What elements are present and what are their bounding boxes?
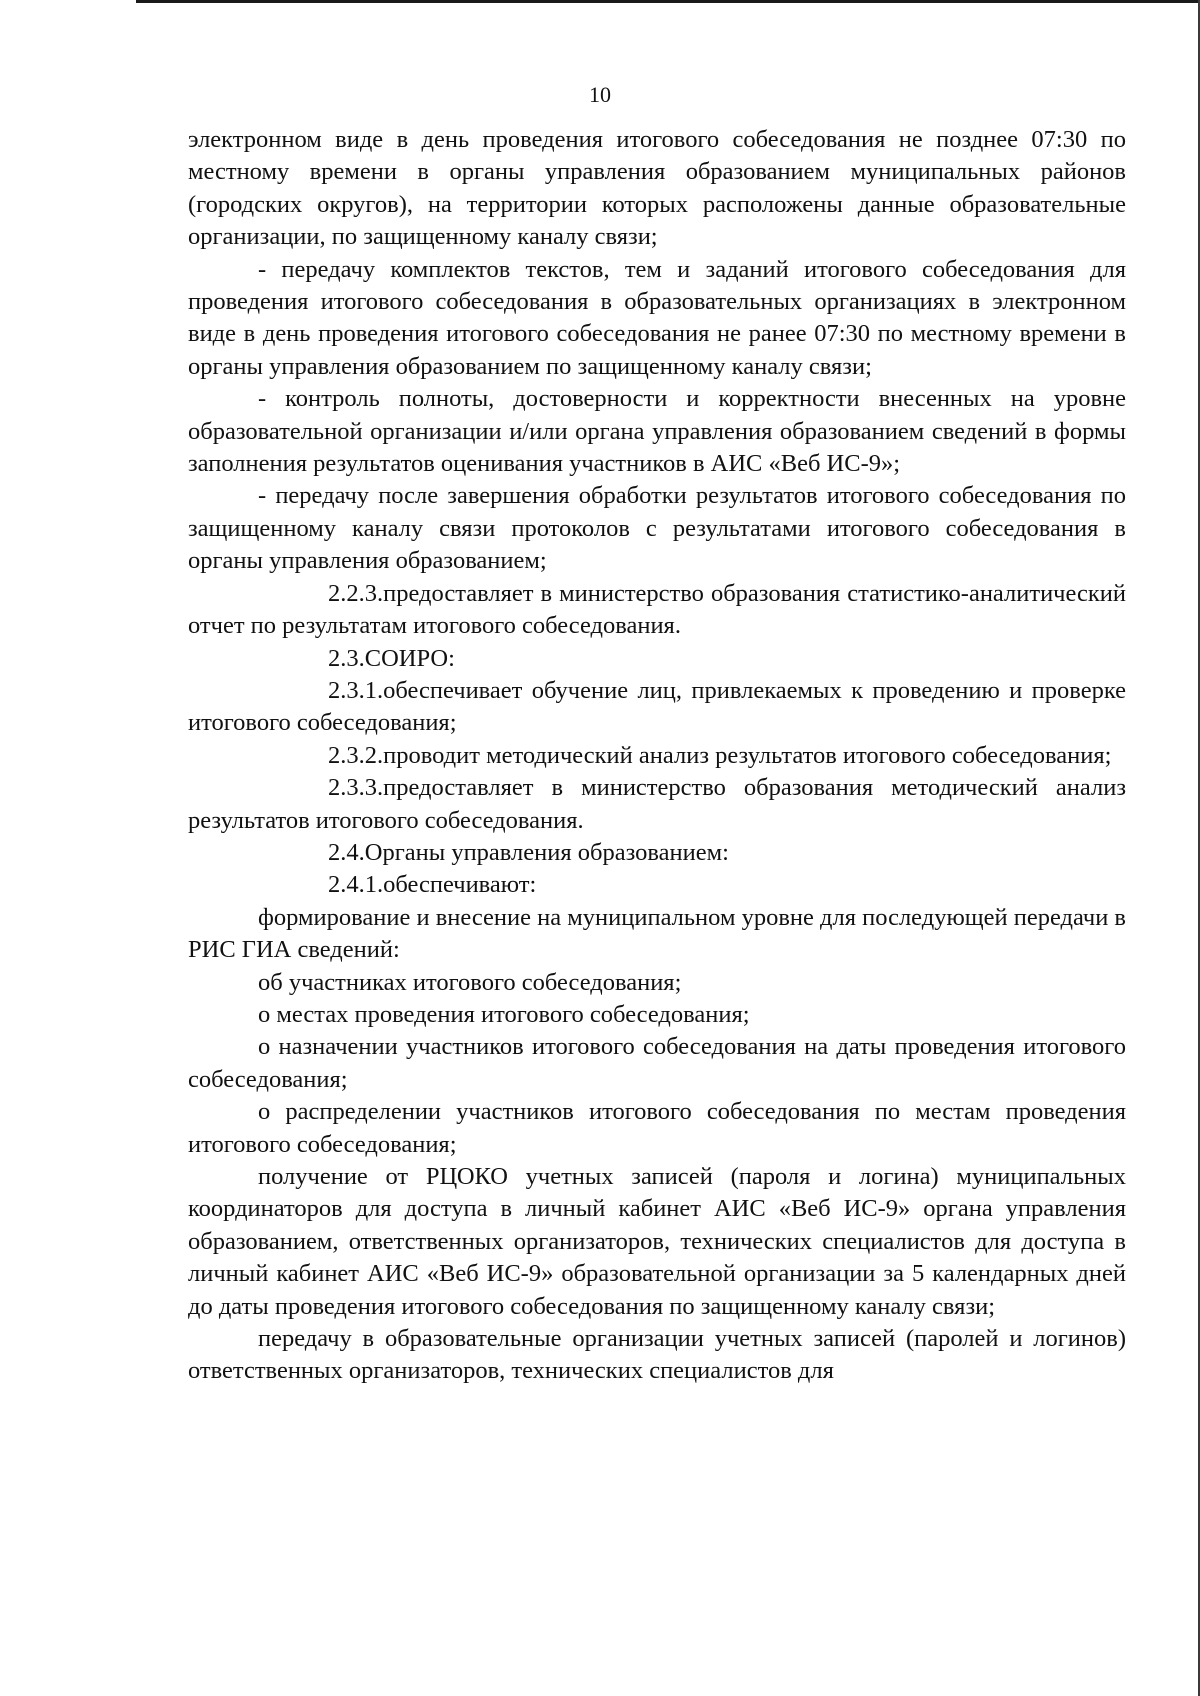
paragraph-text: проводит методический анализ результатов итогового собеседования; — [383, 741, 1112, 769]
list-item — [188, 999, 1126, 1031]
clause-number: 2.4. — [328, 838, 365, 866]
paragraph-text: СОИРО: — [364, 644, 455, 672]
section-heading — [188, 837, 1126, 869]
scan-edge-top — [136, 0, 1200, 3]
paragraph-text: передачу в образовательные организации учетных записей (паролей и логинов) ответственных организаторов, технических специалистов для — [188, 1325, 1126, 1385]
paragraph-text: обеспечивает обучение лиц, привлекаемых к проведению и проверке итогового собеседования; — [188, 676, 1126, 737]
list-item — [188, 1031, 1126, 1096]
paragraph-text: Органы управления образованием: — [364, 838, 729, 866]
paragraph — [188, 1161, 1126, 1323]
paragraph-text: о назначении участников итогового собеседования на даты проведения итогового собеседования; — [188, 1033, 1126, 1093]
numbered-paragraph — [188, 740, 1126, 772]
paragraph — [188, 383, 1126, 480]
clause-number: 2.3. — [328, 644, 365, 672]
numbered-paragraph — [188, 772, 1126, 837]
paragraph — [188, 254, 1126, 384]
page-number: 10 — [589, 82, 611, 107]
numbered-paragraph — [188, 578, 1126, 643]
list-item — [188, 967, 1126, 999]
paragraph-text: - контроль полноты, достоверности и корректности внесенных на уровне образовательной организации и/или органа управления образованием сведений в формы заполнения результатов оценивания участников в АИС «Веб ИС-9»; — [188, 385, 1126, 478]
paragraph-text: предоставляет в министерство образования методический анализ результатов итогового собеседования. — [188, 774, 1126, 834]
paragraph-text: о местах проведения итогового собеседования; — [258, 1000, 750, 1028]
paragraph-text: об участниках итогового собеседования; — [258, 968, 682, 996]
clause-number: 2.3.2. — [328, 741, 384, 769]
paragraph — [188, 480, 1126, 577]
clause-number: 2.3.3. — [328, 774, 384, 802]
numbered-paragraph — [188, 675, 1126, 740]
clause-number: 2.3.1. — [328, 676, 384, 704]
paragraph-text: предоставляет в министерство образования статистико-аналитический отчет по результатам итогового собеседования. — [188, 579, 1126, 640]
section-heading — [188, 643, 1126, 675]
paragraph — [188, 1323, 1126, 1388]
numbered-paragraph — [188, 869, 1126, 901]
list-item — [188, 1096, 1126, 1161]
clause-number: 2.4.1. — [328, 871, 384, 899]
paragraph-text: о распределении участников итогового собеседования по местам проведения итогового собеседования; — [188, 1098, 1126, 1158]
paragraph-text: электронном виде в день проведения итогового собеседования не позднее 07:30 по местному времени в органы управления образованием муниципальных районов (городских округов), на территории которых расположены данные образовательные организации, по защищенному каналу связи; — [188, 126, 1126, 251]
paragraph — [188, 902, 1126, 967]
document-body — [188, 124, 1126, 1388]
paragraph-text: - передачу комплектов текстов, тем и заданий итогового собеседования для проведения итогового собеседования в образовательных организациях в электронном виде в день проведения итогового собеседования не ранее 07:30 по местному времени в органы управления образованием по защищенному каналу связи; — [188, 255, 1126, 380]
paragraph-text: формирование и внесение на муниципальном уровне для последующей передачи в РИС ГИА сведений: — [188, 903, 1126, 964]
clause-number: 2.2.3. — [328, 579, 384, 607]
paragraph-text: - передачу после завершения обработки результатов итогового собеседования по защищенному каналу связи протоколов с результатами итогового собеседования в органы управления образованием; — [188, 482, 1126, 575]
paragraph-text: обеспечивают: — [383, 871, 537, 899]
paragraph-text: получение от РЦОКО учетных записей (пароля и логина) муниципальных координаторов для доступа в личный кабинет АИС «Веб ИС-9» органа управления образованием, ответственных организаторов, технических специалистов для доступа в личный кабинет АИС «Веб ИС-9» образовательной организации за 5 календарных дней до даты проведения итогового собеседования по защищенному каналу связи; — [188, 1163, 1126, 1320]
paragraph — [188, 124, 1126, 254]
